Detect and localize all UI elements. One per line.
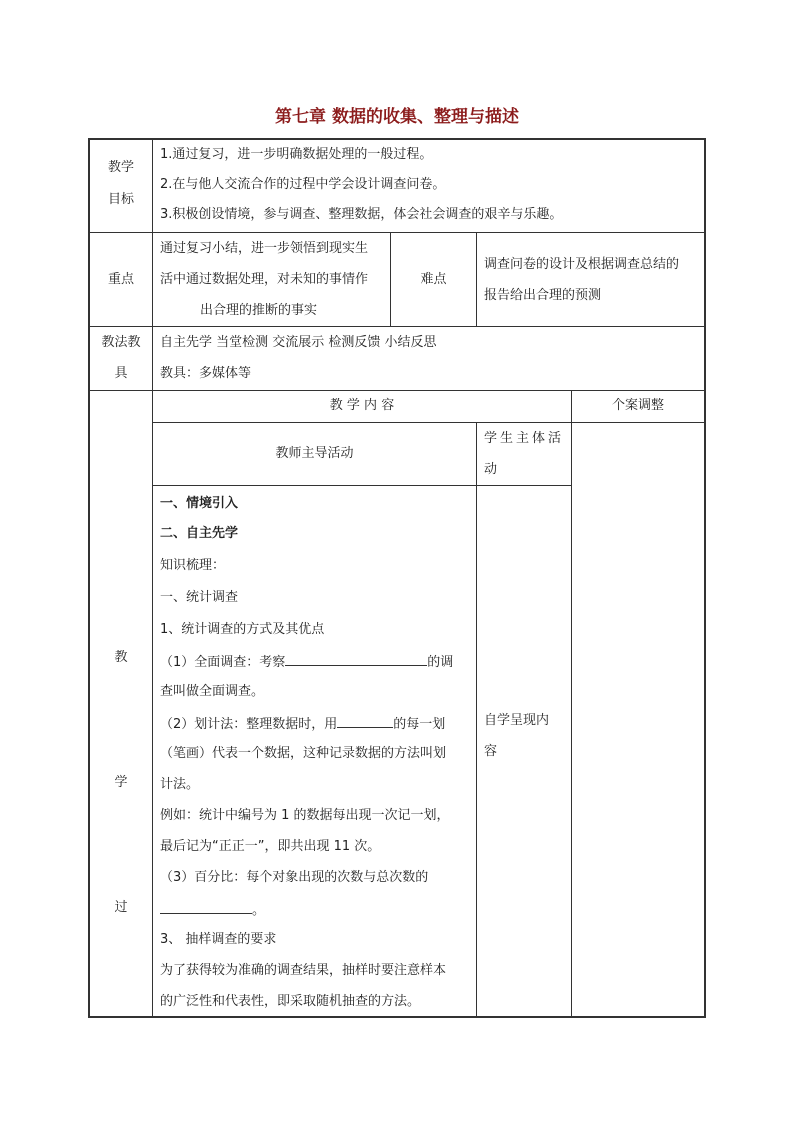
content-text: 的调 [427,655,454,670]
content-line: 为了获得较为准确的调查结果，抽样时要注意样本 [160,963,447,978]
process-label-char: 学 [114,775,128,790]
content-line: （3）百分比：每个对象出现的次数与总次数的 [160,870,429,885]
key-points-text: 出合理的推断的事实 [200,303,318,318]
tools-text: 教具：多媒体等 [160,366,252,381]
difficulty-label: 难点 [420,272,447,287]
content-line [160,901,265,919]
content-line: 例如：统计中编号为 1 的数据每出现一次记一划， [160,808,450,823]
fill-blank[interactable] [160,901,252,914]
student-content: 容 [484,744,498,759]
fill-blank[interactable] [337,715,393,728]
content-line [160,715,445,733]
difficulty-text: 报告给出合理的预测 [484,288,602,303]
key-points-label: 重点 [107,272,134,287]
content-text: （2）划计法：整理数据时，用 [160,717,338,732]
difficulty-text: 调查问卷的设计及根据调查总结的 [484,257,680,272]
content-line: 计法。 [160,777,200,792]
teacher-header: 教师主导活动 [275,446,354,461]
content-line [160,653,453,671]
content-line: 一、统计调查 [160,590,239,605]
content-text: 。 [252,903,266,918]
key-points-text: 通过复习小结，进一步领悟到现实生 [160,241,369,256]
page-title: 第七章 数据的收集、整理与描述 [275,107,519,127]
adjust-header: 个案调整 [611,398,664,413]
student-header: 动 [484,462,498,477]
content-line: 3、 抽样调查的要求 [160,932,277,947]
methods-label-2: 具 [114,366,128,381]
methods-label-1: 教法教 [101,335,141,350]
content-line: 最后记为“正正一”，即共出现 11 次。 [160,839,381,854]
content-header: 教 学 内 容 [329,398,395,413]
content-line: 的广泛性和代表性，即采取随机抽查的方法。 [160,994,421,1009]
fill-blank[interactable] [285,653,427,666]
content-line: 知识梳理： [160,558,226,573]
process-label-char: 教 [114,650,128,665]
student-content: 自学呈现内 [484,713,550,728]
content-text: （1）全面调查：考察 [160,655,286,670]
goals-label-1: 教学 [107,160,134,175]
methods-text: 自主先学 当堂检测 交流展示 检测反馈 小结反思 [160,335,437,350]
goal-item: 1.通过复习，进一步明确数据处理的一般过程。 [160,147,433,162]
goal-item: 3.积极创设情境，参与调查、整理数据，体会社会调查的艰辛与乐趣。 [160,207,563,222]
student-header: 学生主体活 [484,431,565,446]
section-heading: 一、情境引入 [160,496,239,511]
key-points-text: 活中通过数据处理，对未知的事情作 [160,272,369,287]
content-line: （笔画）代表一个数据，这种记录数据的方法叫划 [160,746,447,761]
goal-item: 2.在与他人交流合作的过程中学会设计调查问卷。 [160,177,446,192]
content-line: 1、统计调查的方式及其优点 [160,622,325,637]
goals-label-2: 目标 [107,192,134,207]
content-line: 查叫做全面调查。 [160,684,265,699]
section-heading: 二、自主先学 [160,526,239,541]
content-text: 的每一划 [393,717,446,732]
process-label-char: 过 [114,900,128,915]
